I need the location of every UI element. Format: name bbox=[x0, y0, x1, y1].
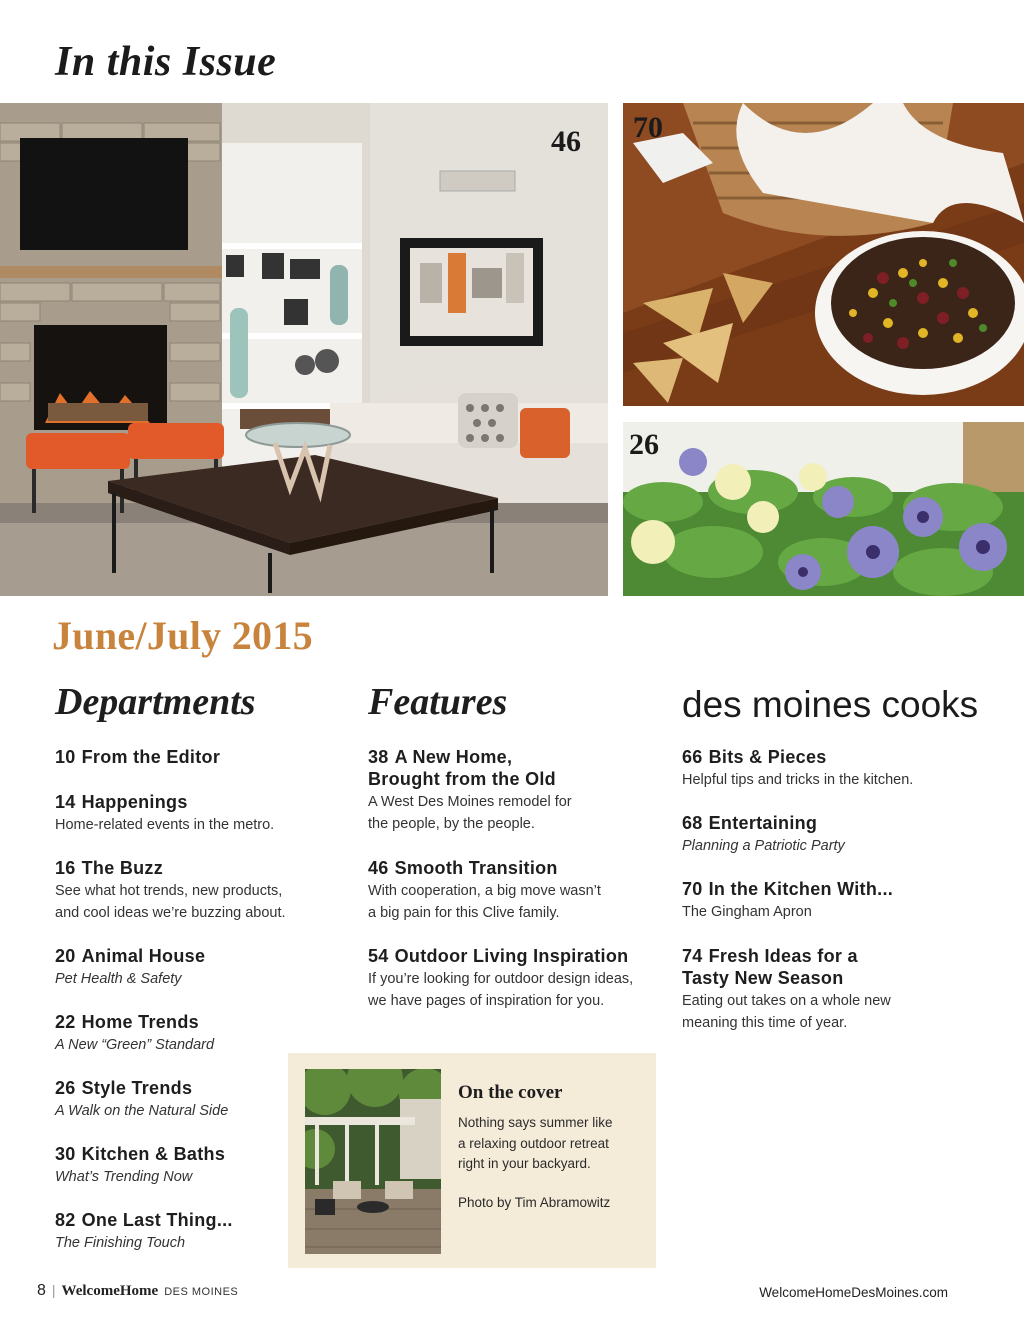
toc-title: In the Kitchen With... bbox=[708, 879, 894, 899]
toc-title: Entertaining bbox=[708, 813, 818, 833]
photo-credit: Photo by Tim Abramowitz bbox=[458, 1195, 611, 1210]
photo-page-number: 46 bbox=[551, 125, 581, 158]
toc-title: Tasty New Season bbox=[682, 968, 844, 988]
toc-description: meaning this time of year. bbox=[682, 1015, 848, 1031]
toc-page-number: 38 bbox=[368, 747, 389, 767]
toc-title: Brought from the Old bbox=[368, 769, 556, 789]
toc-title: Happenings bbox=[81, 792, 188, 812]
toc-description: Planning a Patriotic Party bbox=[682, 838, 845, 854]
pansies-illustration bbox=[623, 422, 1024, 596]
toc-entry[interactable] bbox=[682, 878, 893, 923]
toc-title: Smooth Transition bbox=[394, 858, 558, 878]
page-title: In this Issue bbox=[55, 39, 277, 85]
toc-description: A Walk on the Natural Side bbox=[55, 1103, 229, 1119]
toc-description: With cooperation, a big move wasn’t bbox=[368, 883, 601, 899]
toc-entry[interactable] bbox=[682, 945, 891, 1034]
toc-title: Bits & Pieces bbox=[708, 747, 827, 767]
toc-title: A New Home, bbox=[394, 747, 513, 767]
cover-description-line: Nothing says summer like bbox=[458, 1115, 613, 1130]
backyard-illustration bbox=[305, 1069, 441, 1254]
toc-entry[interactable] bbox=[682, 746, 913, 791]
toc-entry[interactable] bbox=[55, 791, 274, 836]
page-number: 8 bbox=[37, 1282, 46, 1299]
toc-description: Home-related events in the metro. bbox=[55, 817, 275, 833]
toc-entry[interactable] bbox=[55, 746, 220, 768]
toc-page-number: 46 bbox=[368, 858, 389, 878]
toc-page-number: 26 bbox=[55, 1078, 76, 1098]
toc-entry[interactable] bbox=[55, 1209, 233, 1254]
photo-page-number: 26 bbox=[629, 428, 659, 461]
toc-description: we have pages of inspiration for you. bbox=[368, 993, 605, 1009]
toc-description: A New “Green” Standard bbox=[55, 1037, 215, 1053]
website-link[interactable]: WelcomeHomeDesMoines.com bbox=[759, 1285, 948, 1300]
toc-description: See what hot trends, new products, bbox=[55, 883, 283, 899]
departments-heading: Departments bbox=[55, 681, 256, 723]
toc-description: A West Des Moines remodel for bbox=[368, 794, 572, 810]
magazine-brand: WelcomeHome bbox=[61, 1283, 159, 1299]
toc-title: Outdoor Living Inspiration bbox=[394, 946, 629, 966]
magazine-city: DES MOINES bbox=[164, 1286, 239, 1298]
toc-entry[interactable] bbox=[368, 945, 633, 1012]
features-heading: Features bbox=[368, 681, 508, 723]
toc-page-number: 30 bbox=[55, 1144, 76, 1164]
toc-page-number: 68 bbox=[682, 813, 703, 833]
toc-page-number: 66 bbox=[682, 747, 703, 767]
toc-description: and cool ideas we’re buzzing about. bbox=[55, 905, 286, 921]
toc-page-number: 74 bbox=[682, 946, 703, 966]
des-moines-cooks-heading: des moines cooks bbox=[682, 684, 979, 725]
toc-page-number: 16 bbox=[55, 858, 76, 878]
living-room-illustration bbox=[0, 103, 608, 596]
toc-title: Home Trends bbox=[81, 1012, 199, 1032]
living-room-photo bbox=[0, 103, 608, 596]
salsa-photo bbox=[623, 103, 1024, 406]
photo-page-number: 70 bbox=[633, 111, 663, 144]
cover-description bbox=[458, 1113, 643, 1175]
on-the-cover-heading: On the cover bbox=[458, 1082, 563, 1103]
footer-folio bbox=[37, 1282, 238, 1300]
cover-thumbnail-photo bbox=[305, 1069, 441, 1254]
toc-page-number: 10 bbox=[55, 747, 76, 767]
toc-entry[interactable] bbox=[55, 1143, 225, 1188]
toc-title: Kitchen & Baths bbox=[81, 1144, 226, 1164]
toc-entry[interactable] bbox=[368, 746, 572, 835]
issue-date: June/July 2015 bbox=[52, 613, 313, 658]
toc-title: One Last Thing... bbox=[81, 1210, 233, 1230]
toc-entry[interactable] bbox=[368, 857, 601, 924]
toc-description: a big pain for this Clive family. bbox=[368, 905, 560, 921]
toc-page-number: 22 bbox=[55, 1012, 76, 1032]
toc-description: Helpful tips and tricks in the kitchen. bbox=[682, 772, 914, 788]
toc-page-number: 14 bbox=[55, 792, 76, 812]
toc-title: The Buzz bbox=[81, 858, 164, 878]
toc-description: The Gingham Apron bbox=[682, 904, 812, 920]
toc-page-number: 20 bbox=[55, 946, 76, 966]
toc-description: Eating out takes on a whole new bbox=[682, 993, 891, 1009]
toc-title: From the Editor bbox=[81, 747, 221, 767]
toc-entry[interactable] bbox=[682, 812, 845, 857]
on-the-cover-box bbox=[288, 1053, 656, 1268]
toc-title: Fresh Ideas for a bbox=[708, 946, 858, 966]
toc-page-number: 82 bbox=[55, 1210, 76, 1230]
pansies-photo bbox=[623, 422, 1024, 596]
toc-page-number: 54 bbox=[368, 946, 389, 966]
toc-description: If you’re looking for outdoor design ideas, bbox=[368, 971, 634, 987]
toc-title: Animal House bbox=[81, 946, 206, 966]
cover-description-line: right in your backyard. bbox=[458, 1156, 591, 1171]
toc-entry[interactable] bbox=[55, 945, 205, 990]
toc-description: The Finishing Touch bbox=[55, 1235, 186, 1251]
salsa-illustration bbox=[623, 103, 1024, 406]
toc-entry[interactable] bbox=[55, 1077, 228, 1122]
toc-title: Style Trends bbox=[81, 1078, 193, 1098]
toc-entry[interactable] bbox=[55, 857, 286, 924]
footer-separator: | bbox=[51, 1282, 56, 1298]
toc-page-number: 70 bbox=[682, 879, 703, 899]
toc-description: What’s Trending Now bbox=[55, 1169, 193, 1185]
toc-description: Pet Health & Safety bbox=[55, 971, 182, 987]
toc-description: the people, by the people. bbox=[368, 816, 535, 832]
toc-entry[interactable] bbox=[55, 1011, 214, 1056]
cover-description-line: a relaxing outdoor retreat bbox=[458, 1135, 609, 1151]
